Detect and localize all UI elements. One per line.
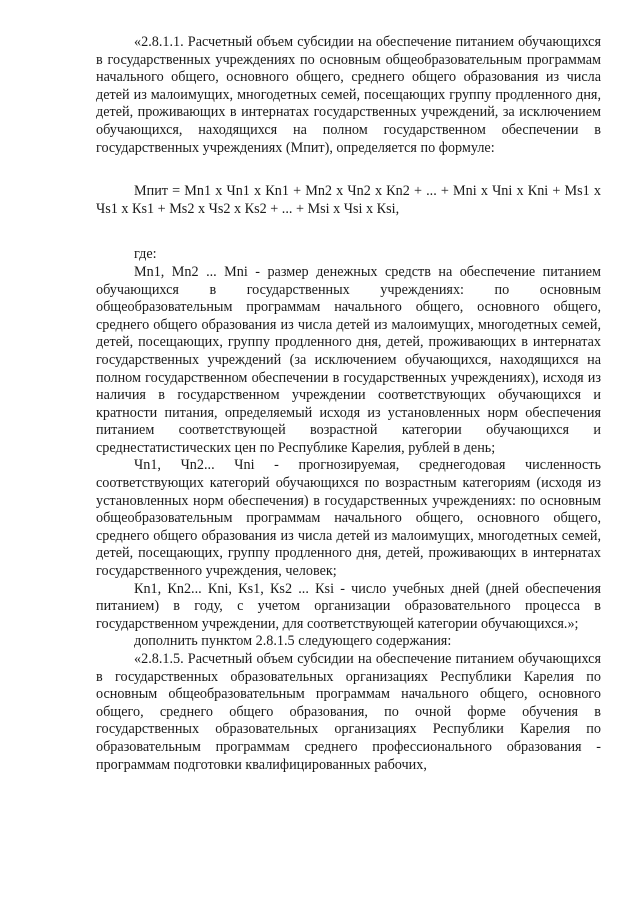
paragraph-mn-definition: Мn1, Мn2 ... Мni - размер денежных средств на обеспечение питанием обучающихся в государственных учреждениях: по основным общеобразовательным программам начального общего, основного общего, среднего общего образования из числа детей из малоимущих, многодетных семей, детей, посещающих, группу продленного дня, детей, проживающих в интернатах государственных учреждений (за исключением обучающихся, находящихся на полном государственном обеспечении в государственных учреждениях), исходя из наличия в государственном учреждении соответствующих обучающихся и кратности питания, определяемый исходя из установленных норм обеспечения питанием соответствующей возрастной категории обучающихся и среднестатистических цен по Республике Карелия, рублей в день;: [96, 263, 601, 456]
formula: Мпит = Мn1 x Чn1 x Кn1 + Мn2 x Чn2 x Кn2 + ... + Мni x Чni x Кni + Мs1 x Чs1 x Кs1 + Мs2 x Чs2 x Кs2 + ... + Мsi x Чsi x Кsi,: [96, 183, 601, 217]
paragraph-2-8-1-5: «2.8.1.5. Расчетный объем субсидии на обеспечение питанием обучающихся в государственных образовательных организациях Республики Карелия по основным общеобразовательным программам начального общего, основного общего, среднего общего образования, по очной форме обучения в государственных образовательных организациях Республики Карелия по образовательным программам среднего профессионального образования - программам подготовки квалифицированных рабочих,: [96, 651, 601, 773]
document-page: [96, 34, 601, 774]
paragraph-2-8-1-1: «2.8.1.1. Расчетный объем субсидии на обеспечение питанием обучающихся в государственных учреждениях по основным общеобразовательным программам начального общего, основного общего, среднего общего образования из числа детей из малоимущих, многодетных семей, посещающих группу продленного дня, детей, проживающих в интернатах государственных учреждений, за исключением обучающихся, находящихся на полном государственном обеспечении в государственных учреждениях (Мпит), определяется по формуле:: [96, 34, 601, 156]
paragraph-chn-definition: Чn1, Чn2... Чni - прогнозируемая, среднегодовая численность соответствующих категорий обучающихся по возрастным категориям (исходя из установленных норм обеспечения) в государственных учреждениях: по основным общеобразовательным программам начального общего, основного общего, среднего общего образования из числа детей из малоимущих, многодетных семей, детей, посещающих, группу продленного дня, детей, проживающих в интернатах государственного учреждения, человек;: [96, 457, 601, 580]
paragraph-amendment-note: дополнить пунктом 2.8.1.5 следующего содержания:: [134, 633, 452, 650]
where-label: где:: [134, 246, 157, 263]
paragraph-kn-definition: Кn1, Кn2... Кni, Кs1, Кs2 ... Кsi - число учебных дней (дней обеспечения питанием) в году, с учетом организации образовательного процесса в государственном учреждении, для соответствующей категории обучающихся.»;: [96, 580, 601, 632]
